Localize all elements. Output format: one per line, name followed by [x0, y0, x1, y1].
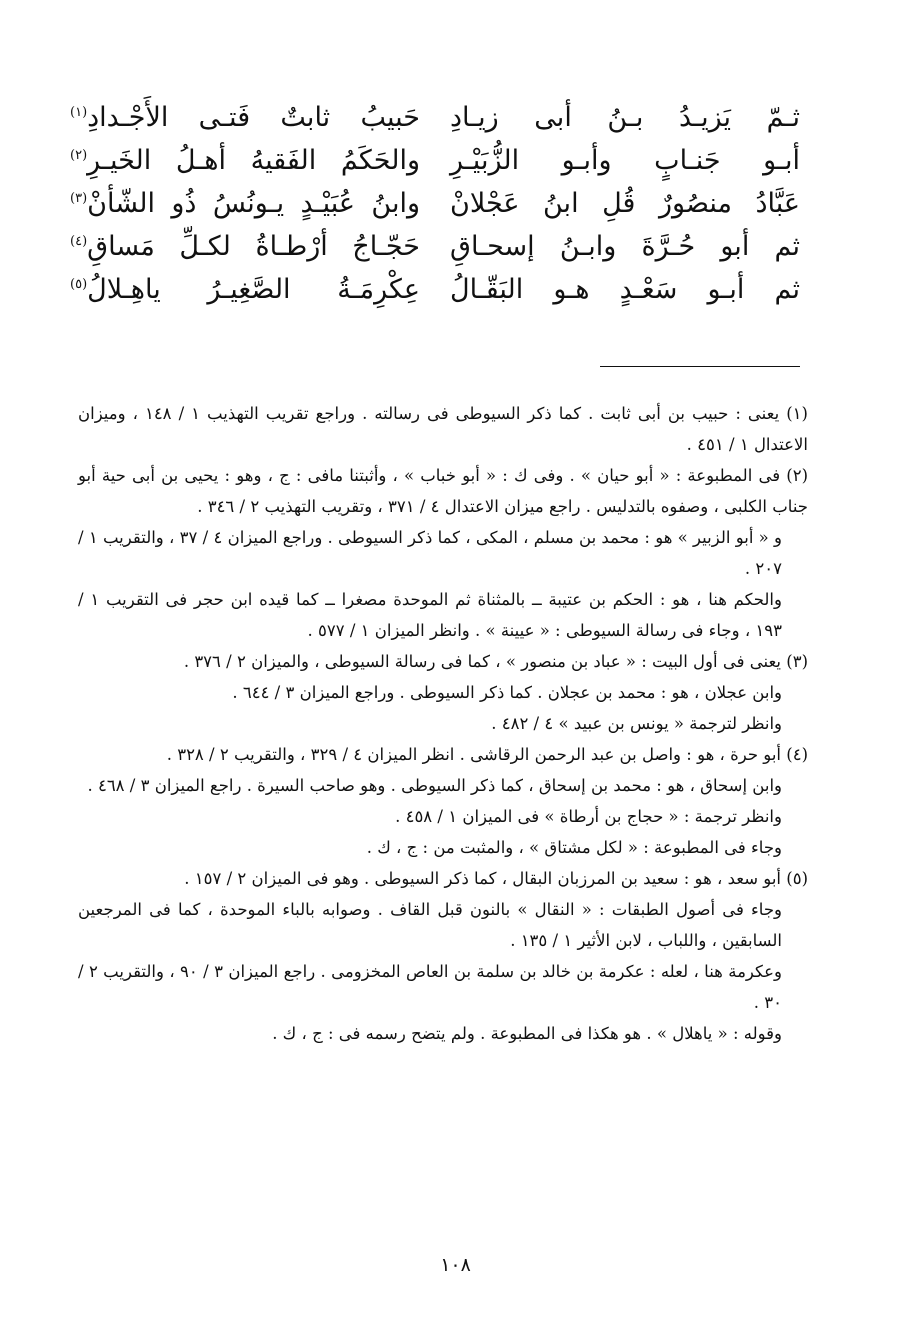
- verse-second-text: والحَكَمُ الفَقيهُ أهـلُ الخَيـرِ: [87, 145, 420, 176]
- verse-second-hemistich: [70, 139, 420, 182]
- footnote-continuation: وقوله : « ياهلال » . هو هكذا فى المطبوعة . ولم يتضح رسمه فى : ج ، ك .: [272, 1024, 782, 1043]
- verse: [70, 225, 800, 268]
- poem: [70, 96, 800, 311]
- footnote: (١) يعنى : حبيب بن أبى ثابت . كما ذكر السيوطى فى رسالته . وراجع تقريب التهذيب ١ / ١٤٨ ، وميزان الاعتدال ١ / ٤٥١ .: [78, 404, 808, 454]
- footnote-separator: [600, 366, 800, 367]
- footnote-reference: (٤): [70, 234, 88, 249]
- verse-first-hemistich: أبـو جَنـابٍ وأبـو الزُّبَيْـرِ: [450, 145, 800, 176]
- verse-first-hemistich: ثم أبـو سَعْـدٍ هـو البَقّـالُ: [450, 274, 800, 305]
- footnote-reference: (٥): [70, 277, 88, 292]
- footnote-continuation: وجاء فى المطبوعة : « لكل مشتاق » ، والمثبت من : ج ، ك .: [366, 838, 782, 857]
- verse-second-hemistich: [70, 268, 420, 311]
- verse-second-hemistich: [70, 225, 420, 268]
- footnote-continuation: وانظر ترجمة : « حجاج بن أرطاة » فى الميزان ١ / ٤٥٨ .: [395, 807, 782, 826]
- verse-first-hemistich: عَبَّادُ منصُورٌ قُلِ ابنُ عَجْلانْ: [450, 188, 800, 219]
- footnotes: [78, 398, 808, 1049]
- verse-second-text: حَجّـاجُ أرْطـاةُ لكـلِّ مَساقِ: [87, 231, 420, 262]
- footnote-continuation: والحكم هنا ، هو : الحكم بن عتيبة ــ بالمثناة ثم الموحدة مصغرا ــ كما قيده ابن حجر فى التقريب ١ / ١٩٣ ، وجاء فى رسالة السيوطى : « عيينة » . وانظر الميزان ١ / ٥٧٧ .: [78, 590, 782, 640]
- footnote-continuation: وعكرمة هنا ، لعله : عكرمة بن خالد بن سلمة بن العاص المخزومى . راجع الميزان ٣ / ٩٠ ، والتقريب ٢ / ٣٠ .: [78, 962, 782, 1012]
- footnote-reference: (٢): [70, 148, 88, 163]
- footnote-continuation: وابن إسحاق ، هو : محمد بن إسحاق ، كما ذكر السيوطى . وهو صاحب السيرة . راجع الميزان ٣ / ٤٦٨ .: [87, 776, 782, 795]
- verse: [70, 268, 800, 311]
- footnote: (٢) فى المطبوعة : « أبو حيان » . وفى ك : « أبو خباب » ، وأثبتنا مافى : ج ، وهو : يحيى بن أبى حية أبو جناب الكلبى ، وصفوه بالتدليس . راجع ميزان الاعتدال ٤ / ٣٧١ ، وتقريب التهذيب ٢ / ٣٤٦ .: [78, 466, 808, 516]
- verse-second-text: حَبيبُ ثابتٌ فَتـى الأَجْـدادِ: [87, 102, 420, 133]
- footnote: (٥) أبو سعد ، هو : سعيد بن المرزبان البقال ، كما ذكر السيوطى . وهو فى الميزان ٢ / ١٥٧ .: [184, 869, 808, 888]
- page-number: ١٠٨: [440, 1254, 471, 1276]
- footnote-continuation: وانظر لترجمة « يونس بن عبيد » ٤ / ٤٨٢ .: [491, 714, 782, 733]
- verse-second-text: عِكْرِمَـةُ الصَّغِيـرُ ياهِـلالُ: [87, 274, 420, 305]
- footnote-continuation: وجاء فى أصول الطبقات : « النقال » بالنون قبل القاف . وصوابه بالباء الموحدة ، كما فى المرجعين السابقين ، واللباب ، لابن الأثير ١ / ١٣٥ .: [78, 900, 782, 950]
- footnote-continuation: وابن عجلان ، هو : محمد بن عجلان . كما ذكر السيوطى . وراجع الميزان ٣ / ٦٤٤ .: [232, 683, 782, 702]
- footnote-reference: (١): [70, 105, 88, 120]
- verse: [70, 182, 800, 225]
- verse-second-text: وابنُ عُبَيْـدٍ يـونُسُ ذُو الشّأنْ: [87, 188, 420, 219]
- verse-second-hemistich: [70, 182, 420, 225]
- footnote: (٤) أبو حرة ، هو : واصل بن عبد الرحمن الرقاشى . انظر الميزان ٤ / ٣٢٩ ، والتقريب ٢ / ٣٢٨ .: [166, 745, 808, 764]
- verse-second-hemistich: [70, 96, 420, 139]
- footnote: (٣) يعنى فى أول البيت : « عباد بن منصور » ، كما فى رسالة السيوطى ، والميزان ٢ / ٣٧٦ .: [183, 652, 808, 671]
- verse: [70, 96, 800, 139]
- verse-first-hemistich: ثـمّ يَزيـدُ بـنُ أبى زيـادِ: [450, 102, 800, 133]
- verse-first-hemistich: ثم أبو حُـرَّةَ وابـنُ إسحـاقِ: [450, 231, 800, 262]
- footnote-reference: (٣): [70, 191, 88, 206]
- footnote-continuation: و « أبو الزبير » هو : محمد بن مسلم ، المكى ، كما ذكر السيوطى . وراجع الميزان ٤ / ٣٧ ، والتقريب ١ / ٢٠٧ .: [78, 528, 782, 578]
- verse: [70, 139, 800, 182]
